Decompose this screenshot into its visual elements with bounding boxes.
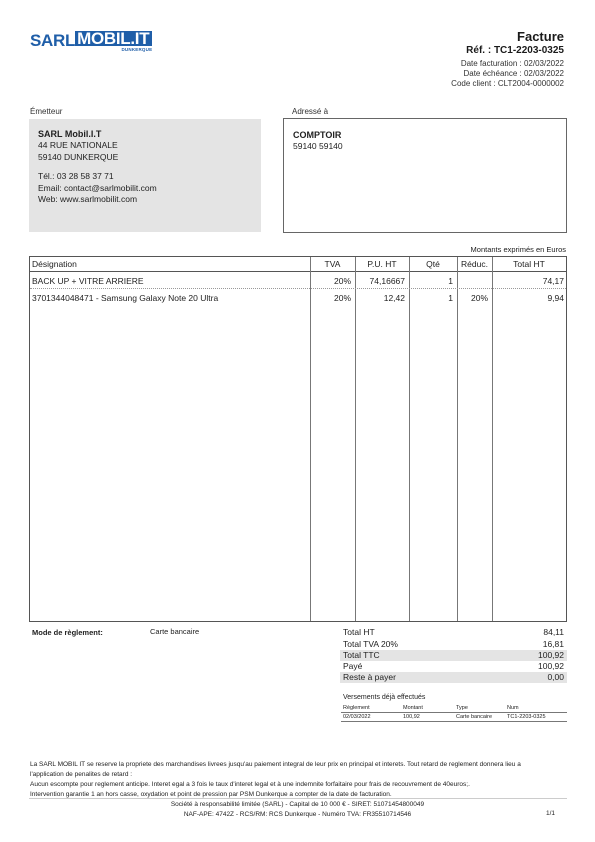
row1-pu: 74,16667 <box>369 276 405 286</box>
paid-value: 100,92 <box>538 661 564 671</box>
payments-col-type: Type <box>456 705 468 711</box>
payments-row <box>341 713 567 722</box>
remaining-label: Reste à payer <box>343 672 396 682</box>
payment-date: 02/03/2022 <box>343 714 371 720</box>
payment-type: Carte bancaire <box>456 714 493 720</box>
payments-header <box>341 704 567 713</box>
payments-col-reglement: Règlement <box>343 705 370 711</box>
row2-reduc: 20% <box>470 293 488 303</box>
row1-designation: BACK UP + VITRE ARRIERE <box>32 276 144 286</box>
col-qte: Qté <box>426 259 440 269</box>
sender-address2: 59140 DUNKERQUE <box>38 151 119 162</box>
recipient-label: Adressé à <box>292 107 329 116</box>
total-tva-value: 16,81 <box>542 639 564 649</box>
row1-qte: 1 <box>448 276 453 286</box>
col-reduc: Réduc. <box>461 259 488 269</box>
payment-mode-value: Carte bancaire <box>150 627 200 636</box>
total-ht-value: 84,11 <box>543 627 564 637</box>
sender-address1: 44 RUE NATIONALE <box>38 140 118 150</box>
sender-web: Web: www.sarlmobilit.com <box>38 194 138 204</box>
invoice-ref: Réf. : TC1-2203-0325 <box>466 45 564 56</box>
total-tva-label: Total TVA 20% <box>343 639 398 649</box>
total-tva-row <box>340 639 567 650</box>
legal-line-1: La SARL MOBIL IT se reserve la propriete des marchandises livrees jusqu'au paiement integral de leur prix en principal et interets. Tout retard de reglement donnera lieu a <box>30 761 521 768</box>
row1-total: 74,17 <box>542 276 564 286</box>
remaining-value: 0,00 <box>547 672 564 682</box>
footer-divider <box>29 798 567 799</box>
total-ht-row <box>340 627 567 638</box>
row2-qte: 1 <box>448 293 453 303</box>
row2-total: 9,94 <box>547 293 564 303</box>
legal-line-2: l'application de penalites de retard : <box>30 771 133 778</box>
sender-name: SARL Mobil.I.T <box>38 129 102 139</box>
total-ttc-label: Total TTC <box>343 650 380 660</box>
invoice-lines-table <box>29 256 567 622</box>
sender-email: Email: contact@sarlmobilit.com <box>38 182 157 193</box>
payment-amount: 100,92 <box>403 714 420 720</box>
logo-text-mobilit: MOBIL.IT <box>75 31 152 46</box>
invoice-due-date: Date échéance : 02/03/2022 <box>463 69 564 78</box>
invoice-header <box>451 29 564 89</box>
company-logo <box>30 31 152 51</box>
col-pu: P.U. HT <box>367 259 397 269</box>
payment-mode-label: Mode de règlement: <box>32 628 103 637</box>
remaining-row <box>340 672 567 683</box>
paid-label: Payé <box>343 661 363 671</box>
sender-label: Émetteur <box>30 107 63 116</box>
row2-tva: 20% <box>333 293 351 303</box>
paid-row <box>340 661 567 672</box>
total-ttc-row <box>340 650 567 661</box>
total-ttc-value: 100,92 <box>538 650 564 660</box>
col-total: Total HT <box>513 259 545 269</box>
row2-pu: 12,42 <box>383 293 405 303</box>
row1-tva: 20% <box>333 276 351 286</box>
client-code: Code client : CLT2004-0000002 <box>451 79 564 88</box>
payments-table <box>341 704 567 722</box>
legal-line-3: Aucun escompte pour reglement anticipe. Interet egal a 3 fois le taux d'interet legal et à une indemnite forfaitaire pour frais de recouvrement de 40euros;. <box>30 781 470 788</box>
payments-title: Versements déjà effectués <box>343 694 426 701</box>
legal-terms <box>30 760 565 800</box>
payment-num: TC1-2203-0325 <box>507 714 546 720</box>
invoice-date: Date facturation : 02/03/2022 <box>460 59 564 68</box>
col-tva: TVA <box>324 259 341 269</box>
logo-mobilit <box>75 31 152 52</box>
row2-designation: 3701344048471 - Samsung Galaxy Note 20 Ultra <box>32 293 219 303</box>
recipient-block <box>283 118 567 233</box>
currency-note: Montants exprimés en Euros <box>470 245 566 254</box>
invoice-title: Facture <box>517 29 564 44</box>
sender-block <box>29 119 261 232</box>
sender-tel: Tél.: 03 28 58 37 71 <box>38 171 114 181</box>
footer-registration: NAF-APE: 4742Z - RCS/RM: RCS Dunkerque - Numéro TVA: FR35510714546 <box>183 811 412 818</box>
col-designation: Désignation <box>32 259 77 269</box>
legal-line-4: Intervention garantie 1 an hors casse, oxydation et point de pression par PSM Dunkerque a compter de la date de facturation. <box>30 791 392 798</box>
recipient-address: 59140 59140 <box>293 141 343 151</box>
logo-text-sarl: SARL <box>30 31 76 50</box>
footer-company-info: Société à responsabilité limitée (SARL) - Capital de 10 000 € - SIRET: 51071454800049 <box>170 801 425 808</box>
total-ht-label: Total HT <box>343 627 375 637</box>
payments-col-montant: Montant <box>403 705 423 711</box>
payments-col-num: Num <box>507 705 519 711</box>
logo-text-city: DUNKERQUE <box>121 47 153 52</box>
page-number: 1/1 <box>545 810 555 817</box>
recipient-name: COMPTOIR <box>293 130 342 140</box>
